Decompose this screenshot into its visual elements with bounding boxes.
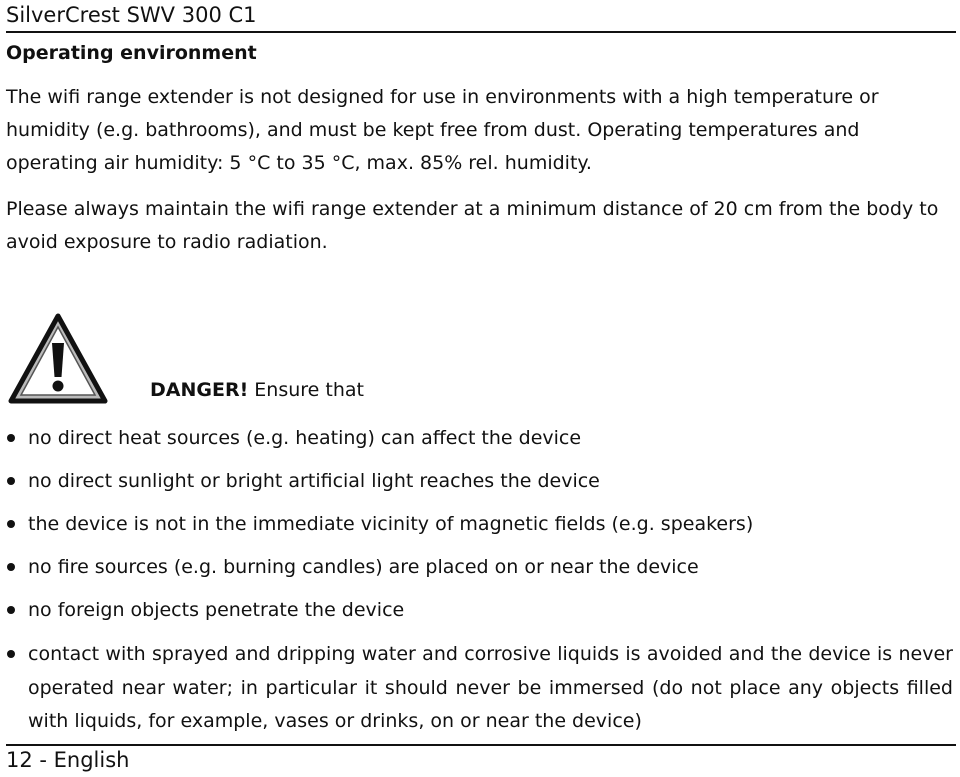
list-item: the device is not in the immediate vicinity of magnetic fields (e.g. speakers) <box>28 508 953 542</box>
section-title: Operating environment <box>6 42 257 64</box>
page-number: 12 - English <box>6 748 130 772</box>
list-item: no foreign objects penetrate the device <box>28 594 953 628</box>
danger-notice <box>150 376 364 404</box>
list-item: contact with sprayed and dripping water and corrosive liquids is avoided and the device is never operated near water; in particular it should never be immersed (do not place any objects filled with liquids, for example, vases or drinks, on or near the device) <box>28 638 953 739</box>
paragraph-environment: The wifi range extender is not designed for use in environments with a high temperature or humidity (e.g. bathrooms), and must be kept free from dust. Operating temperatures and operating air humidity: 5 °C to 35 °C, max. 85% rel. humidity. <box>6 86 879 174</box>
footer-divider <box>6 744 956 746</box>
document-header: SilverCrest SWV 300 C1 <box>6 3 257 27</box>
danger-label: DANGER! <box>150 379 249 401</box>
paragraph-radiation: Please always maintain the wifi range extender at a minimum distance of 20 cm from the body to avoid exposure to radio radiation. <box>6 198 939 253</box>
list-item: no fire sources (e.g. burning candles) are placed on or near the device <box>28 551 953 585</box>
header-divider <box>6 31 956 33</box>
list-item: no direct heat sources (e.g. heating) can affect the device <box>28 422 953 456</box>
danger-text: Ensure that <box>248 379 364 401</box>
list-item: no direct sunlight or bright artificial light reaches the device <box>28 465 953 499</box>
warning-triangle-icon <box>8 313 108 405</box>
